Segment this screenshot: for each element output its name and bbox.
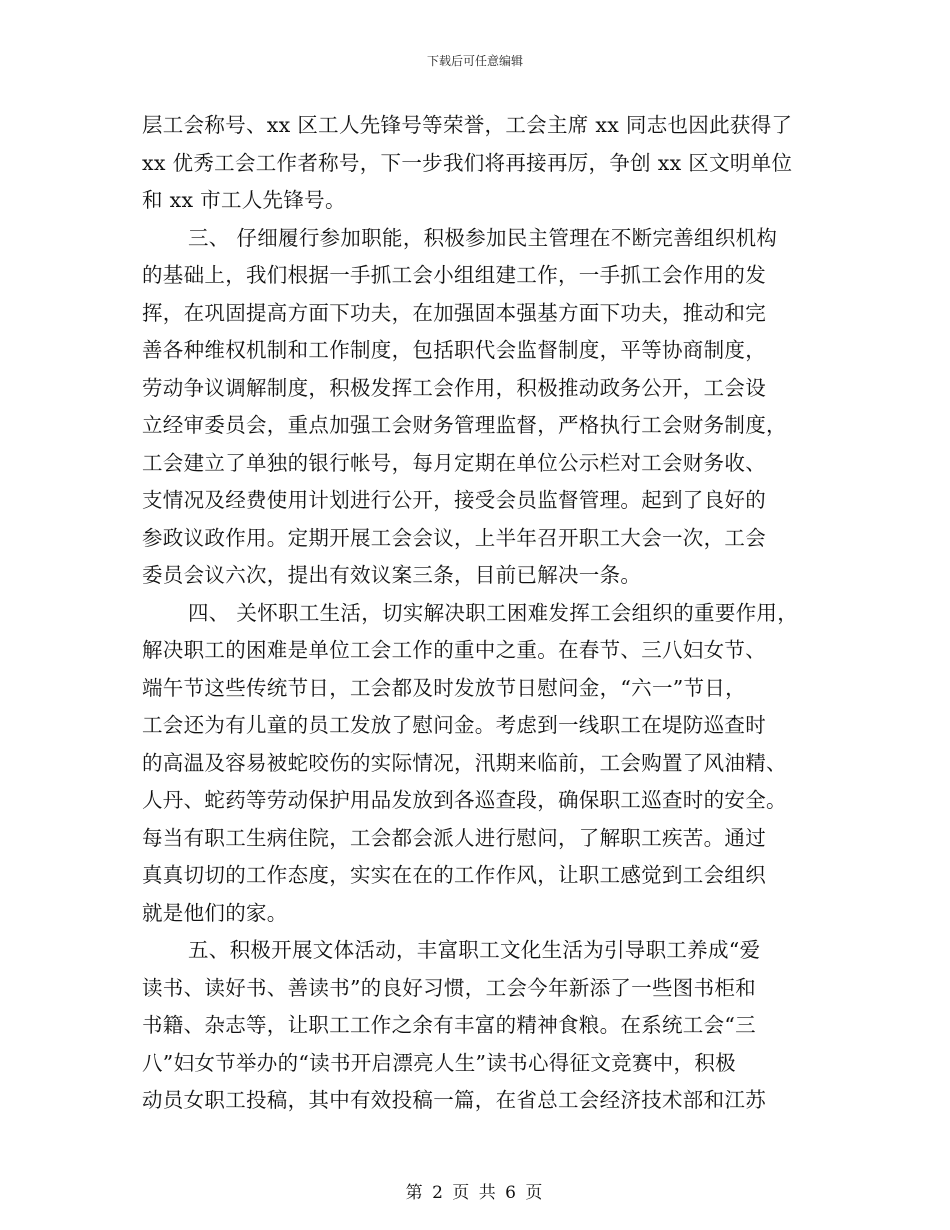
text-line: 支情况及经费使用计划进行公开，接受会员监督管理。起到了良好的	[142, 488, 766, 512]
text-line: 书籍、杂志等，让职工工作之余有丰富的精神食粮。在系统工会“三	[142, 1013, 756, 1037]
text-line: 挥，在巩固提高方面下功夫，在加强固本强基方面下功夫，推动和完	[142, 300, 766, 325]
text-line: 解决职工的困难是单位工会工作的重中之重。在春节、三八妇女节、	[142, 638, 766, 662]
document-body	[142, 107, 812, 1120]
text-line: xx 优秀工会工作者称号，下一步我们将再接再厉，争创 xx 区文明单位	[142, 150, 793, 175]
text-line: 端午节这些传统节日，工会都及时发放节日慰问金，“六一”节日，	[142, 675, 746, 700]
text-line: 三、 仔细履行参加职能，积极参加民主管理在不断完善组织机构	[188, 225, 778, 250]
text-line: 的高温及容易被蛇咬伤的实际情况，汛期来临前，工会购置了风油精、	[142, 750, 787, 775]
text-line: 读书、读好书、善读书”的良好习惯，工会今年新添了一些图书柜和	[142, 975, 756, 1000]
text-line: 人丹、蛇药等劳动保护用品发放到各巡查段，确保职工巡查时的安全。	[142, 788, 787, 812]
page-header: 下载后可任意编辑	[426, 54, 523, 68]
text-line: 劳动争议调解制度，积极发挥工会作用，积极推动政务公开，工会设	[142, 375, 766, 400]
text-line: 和 xx 市工人先锋号。	[142, 188, 346, 212]
text-line: 的基础上，我们根据一手抓工会小组组建工作，一手抓工会作用的发	[142, 263, 766, 287]
text-line: 八”妇女节举办的“读书开启漂亮人生”读书心得征文竞赛中，积极	[142, 1050, 736, 1075]
text-line: 委员会议六次，提出有效议案三条，目前已解决一条。	[142, 563, 642, 587]
text-line: 就是他们的家。	[142, 900, 288, 925]
text-line: 动员女职工投稿，其中有效投稿一篇，在省总工会经济技术部和江苏	[142, 1088, 766, 1112]
page-footer: 第 2 页 共 6 页	[405, 1183, 545, 1203]
text-line: 工会还为有儿童的员工发放了慰问金。考虑到一线职工在堤防巡查时	[142, 713, 766, 737]
text-line: 每当有职工生病住院，工会都会派人进行慰问，了解职工疾苦。通过	[142, 825, 766, 850]
text-line: 立经审委员会，重点加强工会财务管理监督，严格执行工会财务制度，	[142, 413, 787, 437]
text-line: 四、 关怀职工生活，切实解决职工困难发挥工会组织的重要作用，	[188, 600, 799, 625]
text-line: 层工会称号、xx 区工人先锋号等荣誉，工会主席 xx 同志也因此获得了	[142, 113, 793, 137]
text-line: 参政议政作用。定期开展工会会议，上半年召开职工大会一次，工会	[142, 525, 766, 550]
text-line: 工会建立了单独的银行帐号，每月定期在单位公示栏对工会财务收、	[142, 450, 766, 475]
text-line: 真真切切的工作态度，实实在在的工作作风，让职工感觉到工会组织	[142, 863, 766, 887]
text-line: 善各种维权机制和工作制度，包括职代会监督制度，平等协商制度，	[142, 338, 766, 362]
text-line: 五、积极开展文体活动，丰富职工文化生活为引导职工养成“爱	[188, 938, 761, 962]
